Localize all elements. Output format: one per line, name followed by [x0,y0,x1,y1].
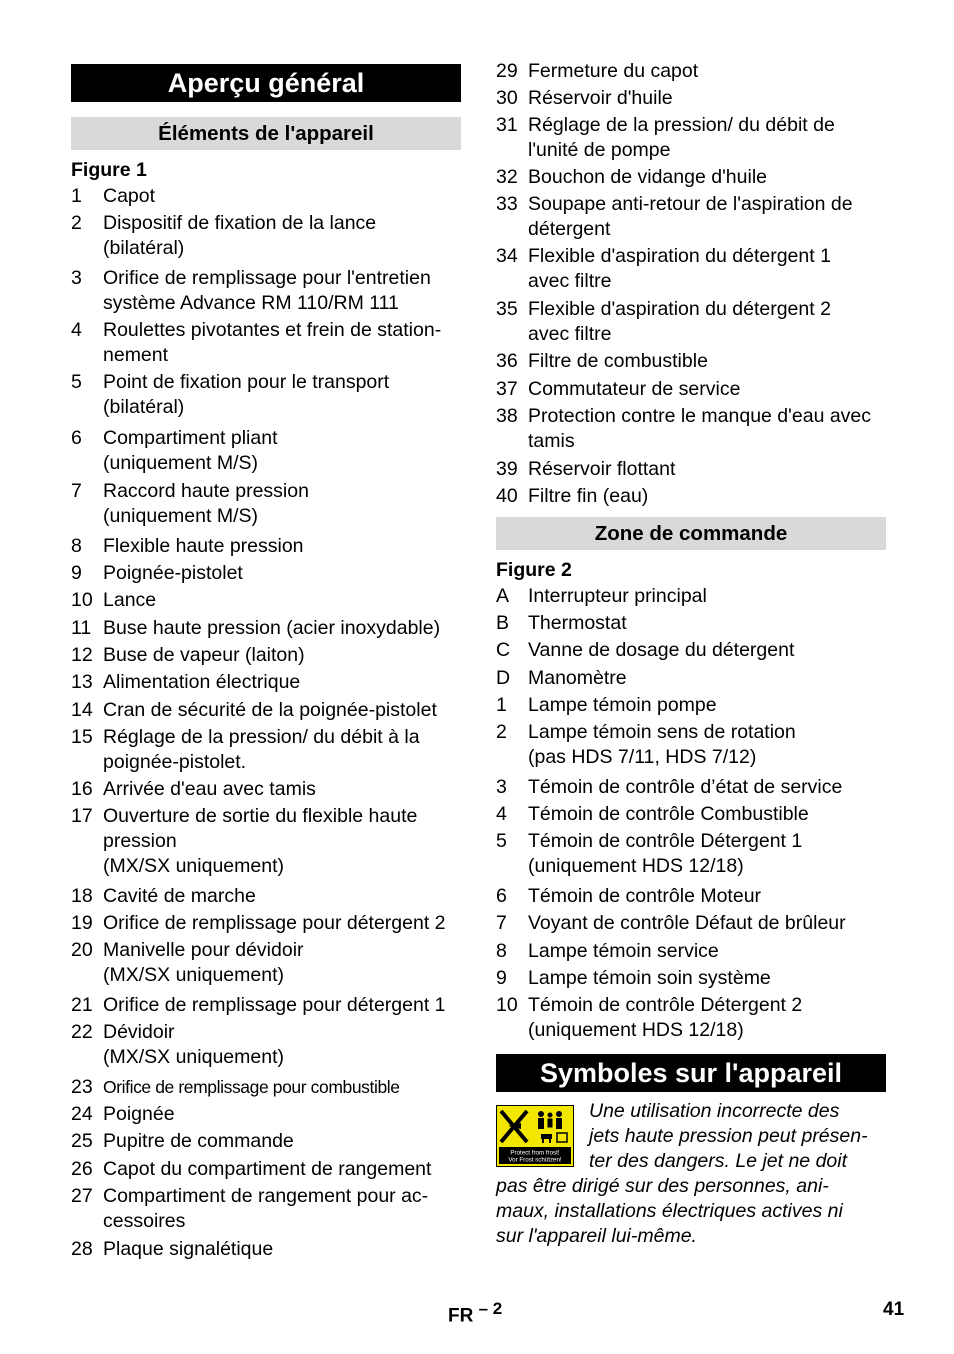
item-number: B [496,612,510,634]
item-text [528,884,891,909]
list-item [71,1129,466,1154]
item-line: Alimentation électrique [103,671,301,693]
item-line: Lampe témoin sens de rotation [528,721,796,743]
list-item [71,616,466,641]
item-number: 34 [496,245,518,267]
section-title-symbols: Symboles sur l'appareil [496,1054,886,1092]
item-line: (uniquement M/S) [103,505,258,527]
item-line: Soupape anti-retour de l'aspiration de [528,193,853,215]
item-text [528,86,891,111]
section-title-overview: Aperçu général [71,64,461,102]
item-line: l'unité de pompe [528,139,671,161]
item-number: 9 [71,562,82,584]
item-line: Capot [103,185,156,207]
subsection-title-control-zone: Zone de commande [496,517,886,550]
item-number: 15 [71,726,93,748]
item-number: 2 [496,721,507,743]
item-line: Buse de vapeur (laiton) [103,644,305,666]
item-line: avec filtre [528,270,612,292]
item-line: Thermostat [528,612,627,634]
item-text [103,266,466,316]
item-number: 40 [496,485,518,507]
item-number: D [496,667,511,689]
item-line: (bilatéral) [103,396,185,418]
list-item [496,666,891,691]
high-pressure-warning-text [496,1099,888,1249]
list-item [496,86,891,111]
item-line: (MX/SX uniquement) [103,855,284,877]
item-text [103,1157,466,1182]
item-number: 10 [71,589,93,611]
list-item [496,297,891,347]
item-text [103,777,466,802]
item-text [528,911,891,936]
list-item [71,804,466,879]
item-number: 24 [71,1103,93,1125]
item-line: Arrivée d'eau avec tamis [103,778,316,800]
item-number: 7 [71,480,82,502]
list-item [71,670,466,695]
item-line: nement [103,344,169,366]
item-text [103,698,466,723]
list-item [71,884,466,909]
list-item [496,939,891,964]
item-number: 5 [71,371,82,393]
item-number: 3 [496,776,507,798]
item-line: Réglage de la pression/ du débit de [528,114,835,136]
item-text [103,1129,466,1154]
item-text [528,829,891,879]
item-text [103,1237,466,1262]
warning-line: maux, installations électriques actives ni [496,1200,843,1222]
item-line: Filtre de combustible [528,350,708,372]
list-item [71,318,466,368]
list-item [71,993,466,1018]
item-line: Lampe témoin service [528,940,719,962]
item-text [528,611,891,636]
item-text [103,725,466,775]
item-text [103,588,466,613]
item-number: 8 [71,535,82,557]
warning-line: pas être dirigé sur des personnes, ani- [496,1175,829,1197]
item-text [528,993,891,1043]
item-line: (bilatéral) [103,237,185,259]
item-number: 32 [496,166,518,188]
item-text [103,318,466,368]
list-item [71,725,466,775]
item-text [528,666,891,691]
item-number: 31 [496,114,518,136]
item-line: Poignée [103,1103,175,1125]
list-item [496,775,891,800]
item-text [528,584,891,609]
item-line: Témoin de contrôle Détergent 2 [528,994,803,1016]
item-text [528,802,891,827]
list-item [71,211,466,261]
item-number: 6 [496,885,507,907]
item-number: 4 [496,803,507,825]
figure-label: Figure 1 [71,159,147,181]
item-line: Interrupteur principal [528,585,707,607]
list-item [71,266,466,316]
item-line: Poignée-pistolet [103,562,243,584]
item-number: 28 [71,1238,93,1260]
item-line: Ouverture de sortie du flexible haute [103,805,418,827]
item-text [528,165,891,190]
footer-section-number: – 2 [478,1299,503,1318]
item-number: 6 [71,427,82,449]
item-text [528,720,891,770]
list-item [496,911,891,936]
list-item [71,561,466,586]
figure-label: Figure 2 [496,559,572,581]
footer-language: FR $^{- 2}$ [448,1299,503,1327]
item-number: 35 [496,298,518,320]
item-text [103,1184,466,1234]
item-line: Cran de sécurité de la poignée-pistolet [103,699,437,721]
list-item [496,993,891,1043]
item-line: Voyant de contrôle Défaut de brûleur [528,912,846,934]
list-item [496,611,891,636]
item-text [103,616,466,641]
item-line: (MX/SX uniquement) [103,1046,284,1068]
item-number: A [496,585,510,607]
item-number: 33 [496,193,518,215]
item-text [528,693,891,718]
item-line: avec filtre [528,323,612,345]
item-number: 17 [71,805,93,827]
item-text [103,938,466,988]
item-number: 36 [496,350,518,372]
subsection-title-device-elements: Éléments de l'appareil [71,117,461,150]
item-number: 8 [496,940,507,962]
item-number: 2 [71,212,82,234]
item-text [103,211,466,261]
item-line: (uniquement HDS 12/18) [528,855,744,877]
warning-line: sur l'appareil lui-même. [496,1225,697,1247]
item-line: Vanne de dosage du détergent [528,639,795,661]
list-item [496,192,891,242]
item-number: 14 [71,699,93,721]
item-line: Réglage de la pression/ du débit à la [103,726,420,748]
list-item [496,693,891,718]
item-line: Dispositif de fixation de la lance [103,212,377,234]
item-number: 10 [496,994,518,1016]
list-item [496,113,891,163]
item-text [103,534,466,559]
item-line: Cavité de marche [103,885,256,907]
item-number: 18 [71,885,93,907]
item-number: 4 [71,319,82,341]
item-number: C [496,639,511,661]
list-item [71,1237,466,1262]
item-text [103,670,466,695]
item-line: pression [103,830,177,852]
list-item [496,457,891,482]
item-number: 7 [496,912,507,934]
list-item [496,377,891,402]
item-number: 30 [496,87,518,109]
list-item [71,588,466,613]
item-text [103,993,466,1018]
item-text [528,297,891,347]
item-number: 16 [71,778,93,800]
item-text [103,561,466,586]
item-number: 39 [496,458,518,480]
item-number: 26 [71,1158,93,1180]
item-text [103,479,466,529]
item-line: Manivelle pour dévidoir [103,939,304,961]
item-line: Bouchon de vidange d'huile [528,166,767,188]
item-text [528,939,891,964]
svg-text:Protect from frost!: Protect from frost! [510,1149,560,1157]
item-number: 20 [71,939,93,961]
list-item [71,370,466,420]
list-item [496,59,891,84]
item-line: Commutateur de service [528,378,741,400]
item-text [103,1102,466,1127]
item-line: Flexible haute pression [103,535,304,557]
list-item [496,966,891,991]
item-text [528,638,891,663]
item-line: Pupitre de commande [103,1130,294,1152]
item-number: 25 [71,1130,93,1152]
item-text [528,59,891,84]
item-text [103,1075,466,1100]
item-text [528,457,891,482]
item-line: (pas HDS 7/11, HDS 7/12) [528,746,757,768]
list-item [71,911,466,936]
item-text [103,184,466,209]
item-number: 23 [71,1076,93,1098]
item-number: 5 [496,830,507,852]
item-text [103,643,466,668]
list-item [71,777,466,802]
list-item [71,534,466,559]
item-line: tamis [528,430,575,452]
item-line: Compartiment de rangement pour ac- [103,1185,429,1207]
list-item [496,484,891,509]
item-line: (uniquement M/S) [103,452,258,474]
item-number: 11 [71,617,92,639]
item-line: Filtre fin (eau) [528,485,649,507]
list-item [496,638,891,663]
item-line: Témoin de contrôle Détergent 1 [528,830,803,852]
item-line: Plaque signalétique [103,1238,274,1260]
item-text [103,884,466,909]
list-item [496,244,891,294]
warning-line: jets haute pression peut présen- [589,1125,868,1147]
item-line: Point de fixation pour le transport [103,371,390,393]
page-number: 41 [883,1299,905,1320]
list-item [71,1157,466,1182]
list-item [496,884,891,909]
item-line: Protection contre le manque d'eau avec [528,405,872,427]
warning-line: ter des dangers. Le jet ne doit [589,1150,848,1172]
item-text [528,377,891,402]
item-line: Flexible d'aspiration du détergent 1 [528,245,831,267]
item-text [528,404,891,454]
item-number: 12 [71,644,93,666]
item-line: Roulettes pivotantes et frein de station- [103,319,442,341]
item-line: Orifice de remplissage pour l'entretien [103,267,431,289]
item-text [528,244,891,294]
item-number: 1 [71,185,82,207]
item-line: système Advance RM 110/RM 111 [103,292,399,314]
item-line: Témoin de contrôle Moteur [528,885,762,907]
item-number: 29 [496,60,518,82]
warning-line: Une utilisation incorrecte des [589,1100,840,1122]
svg-text:Vor Frost schützen!: Vor Frost schützen! [508,1156,562,1164]
item-line: Témoin de contrôle Combustible [528,803,809,825]
item-line: Orifice de remplissage pour détergent 2 [103,912,446,934]
item-line: Lampe témoin pompe [528,694,717,716]
item-line: Raccord haute pression [103,480,309,502]
item-text [528,775,891,800]
list-item [71,184,466,209]
list-item [71,426,466,476]
item-text [528,113,891,163]
item-number: 38 [496,405,518,427]
list-item [71,938,466,988]
item-number: 22 [71,1021,93,1043]
list-item [496,802,891,827]
item-text [528,349,891,374]
item-line: cessoires [103,1210,186,1232]
list-item [496,720,891,770]
list-item [496,404,891,454]
item-line: Réservoir flottant [528,458,676,480]
item-line: Lampe témoin soin système [528,967,771,989]
item-line: Lance [103,589,157,611]
list-item [496,584,891,609]
item-line: (uniquement HDS 12/18) [528,1019,744,1041]
item-text [528,484,891,509]
item-number: 21 [71,994,93,1016]
item-line: Buse haute pression (acier inoxydable) [103,617,441,639]
list-item [496,349,891,374]
list-item [71,698,466,723]
item-line: Capot du compartiment de rangement [103,1158,432,1180]
item-text [528,966,891,991]
item-line: (MX/SX uniquement) [103,964,284,986]
item-line: Témoin de contrôle d’état de service [528,776,843,798]
item-number: 9 [496,967,507,989]
list-item [71,1102,466,1127]
item-text [103,911,466,936]
item-line: Orifice de remplissage pour détergent 1 [103,994,446,1016]
item-line: poignée-pistolet. [103,751,247,773]
item-line: détergent [528,218,611,240]
item-line: Orifice de remplissage pour combustible [103,1077,400,1097]
item-text [528,192,891,242]
item-line: Réservoir d'huile [528,87,673,109]
item-number: 19 [71,912,93,934]
item-line: Compartiment pliant [103,427,278,449]
item-line: Dévidoir [103,1021,175,1043]
item-line: Flexible d'aspiration du détergent 2 [528,298,831,320]
item-number: 13 [71,671,93,693]
item-text [103,1020,466,1070]
item-number: 27 [71,1185,93,1207]
list-item [71,643,466,668]
list-item [496,829,891,879]
list-item [71,1020,466,1070]
item-text [103,426,466,476]
list-item [71,479,466,529]
list-item [71,1184,466,1234]
item-number: 37 [496,378,518,400]
item-number: 1 [496,694,507,716]
item-line: Manomètre [528,667,627,689]
item-number: 3 [71,267,82,289]
item-text [103,370,466,420]
list-item [496,165,891,190]
item-text [103,804,466,879]
item-line: Fermeture du capot [528,60,699,82]
list-item [71,1075,466,1100]
